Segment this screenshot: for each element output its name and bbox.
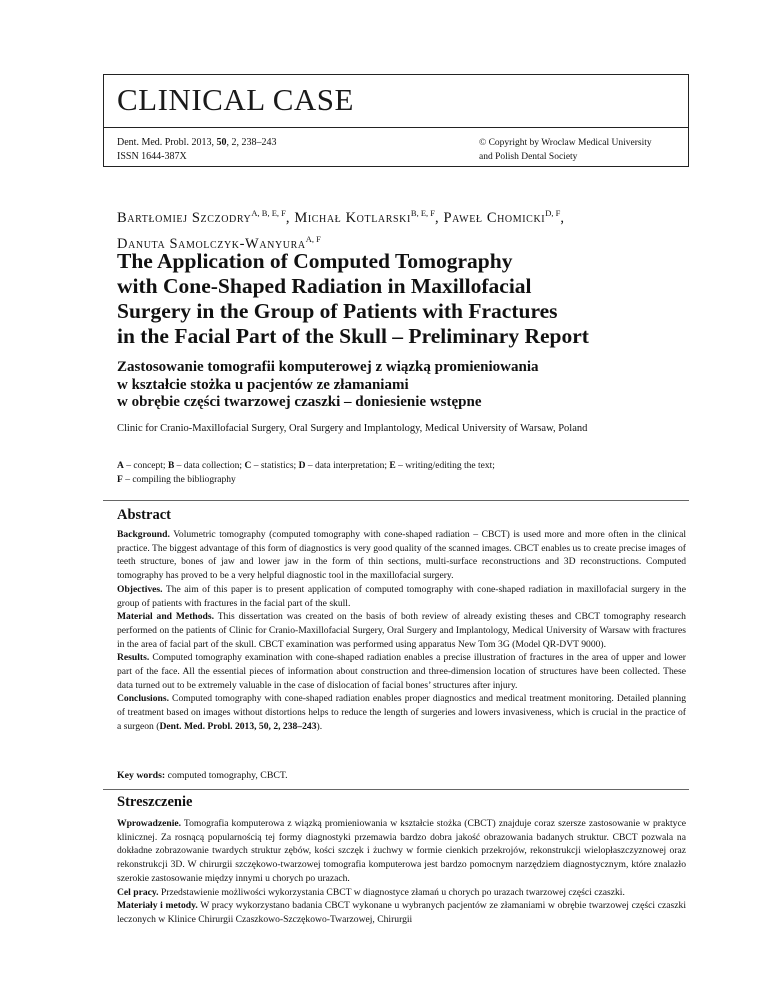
author-roles: A, F [305,234,321,244]
article-title-polish: Zastosowanie tomografii komputerowej z wiązką promieniowania w kształcie stożka u pacjentów ze złamaniami w obrębie części twarzowej czaszki – doniesienie wstępne [117,359,539,410]
affiliation: Clinic for Cranio-Maxillofacial Surgery, Oral Surgery and Implantology, Medical University of Warsaw, Poland [117,423,588,434]
section-divider [103,127,689,128]
streszczenie-body: Wprowadzenie. Tomografia komputerowa z wiązką promieniowania w kształcie stożka (CBCT) znajduje coraz szersze zastosowanie w praktyce klinicznej. Za rosnącą popularnością tej formy diagnostyki przemawia bardzo dobra jakość obrazowania badanych struktur. CBCT pozwala na dokładne zobrazowanie twardych struktur zębów, kości szczęk i żuchwy w formie cienkich przekrojów, rekonstrukcji wielopłaszczyznowej oraz rekonstrukcji 3D. W chirurgii szczękowo-twarzowej tomografia komputerowa jest bardzo pomocnym narzędziem diagnostycznym, które znalazło szerokie zastosowanie między innymi u chorych po urazach. Cel pracy. Przedstawienie możliwości wykorzystania CBCT w diagnostyce złamań u chorych po urazach twarzowej części czaszki. Materiały i metody. W pracy wykorzystano badania CBCT wykonane u wybranych pacjentów ze złamaniami w obrębie twarzowej części czaszki leczonych w Klinice Chirurgii Czaszkowo-Szczękowo-Twarzowej, Chirurgii [117,818,686,925]
abstract-body: Background. Volumetric tomography (computed tomography with cone-shaped radiation – CBCT) is used more and more often in the clinical practice. The biggest advantage of this form of diagnostics is very good quality of the scanned images. CBCT enables us to create precise images of teeth structure, bones of jaw and lower jaw in the form of thin sections, multi-surface reconstructions and 3D reconstructions. Computed tomography has proved to be a very helpful diagnostic tool in the maxillofacial surgery. Objectives. The aim of this paper is to present application of computed tomography with cone-shaped radiation in maxillofacial surgery in the group of patients with fractures in the facial part of the skull. Material and Methods. This dissertation was created on the basis of both review of already existing theses and CBCT tomography research performed on the patients of Clinic for Cranio-Maxillofacial Surgery, Oral Surgery and Implantology, Medical University of Warsaw with fractures in the area of facial part of the skull. CBCT examination was performed using apparatus New Tom 3G (Model QR-DVT 9000). Results. Computed tomography examination with cone-shaped radiation enables a precise illustration of fractures in the area of upper and lower part of the face. All the essential pieces of information about construction and three-dimension location of structures have been collected. These data turned out to be extremely valuable in the case of dislocation of facial bones’ structures after injury. Conclusions. Computed tomography with cone-shaped radiation enables proper diagnostics and medical treatment monitoring. Detailed planning of treatment based on images without distortions helps to reduce the length of surgeries and lowers invasiveness, which is crucial in the practice of a surgeon (Dent. Med. Probl. 2013, 50, 2, 238–243). [117,529,686,732]
divider [103,500,689,501]
author-name: Danuta Samolczyk-Wanyura [117,236,306,252]
author-name: Bartłomiej Szczodry [117,210,252,226]
issn: ISSN 1644-387X [117,151,187,162]
contribution-roles: A – concept; B – data collection; C – statistics; D – data interpretation; E – writing/editing the text; F – compiling the bibliography [117,461,495,485]
copyright: © Copyright by Wroclaw Medical University and Polish Dental Society [479,138,652,162]
author-roles: A, B, E, F [251,208,286,218]
streszczenie-heading: Streszczenie [117,794,193,810]
abstract-heading: Abstract [117,507,171,523]
article-title: The Application of Computed Tomography with Cone-Shaped Radiation in Maxillofacial Surgery in the Group of Patients with Fractures in the Facial Part of the Skull – Preliminary Report [117,249,589,348]
author-roles: B, E, F [410,208,436,218]
author-name: Paweł Chomicki [443,210,546,226]
divider [103,789,689,790]
journal-citation: Dent. Med. Probl. 2013, 50, 2, 238–243 ISSN 1644-387X [117,137,277,162]
author-list: Bartłomiej Szczodry$^{A, B, E, F}$, Michał Kotlarski$^{B, E, F}$, Paweł Chomicki$^{D, F}$, Danuta Samolczyk-Wanyura$^{A, F}$ [117,208,565,252]
keywords: Key words: computed tomography, CBCT. [117,770,288,781]
author-name: Michał Kotlarski [294,210,411,226]
section-label: CLINICAL CASE [117,82,354,117]
author-roles: D, F [545,208,561,218]
